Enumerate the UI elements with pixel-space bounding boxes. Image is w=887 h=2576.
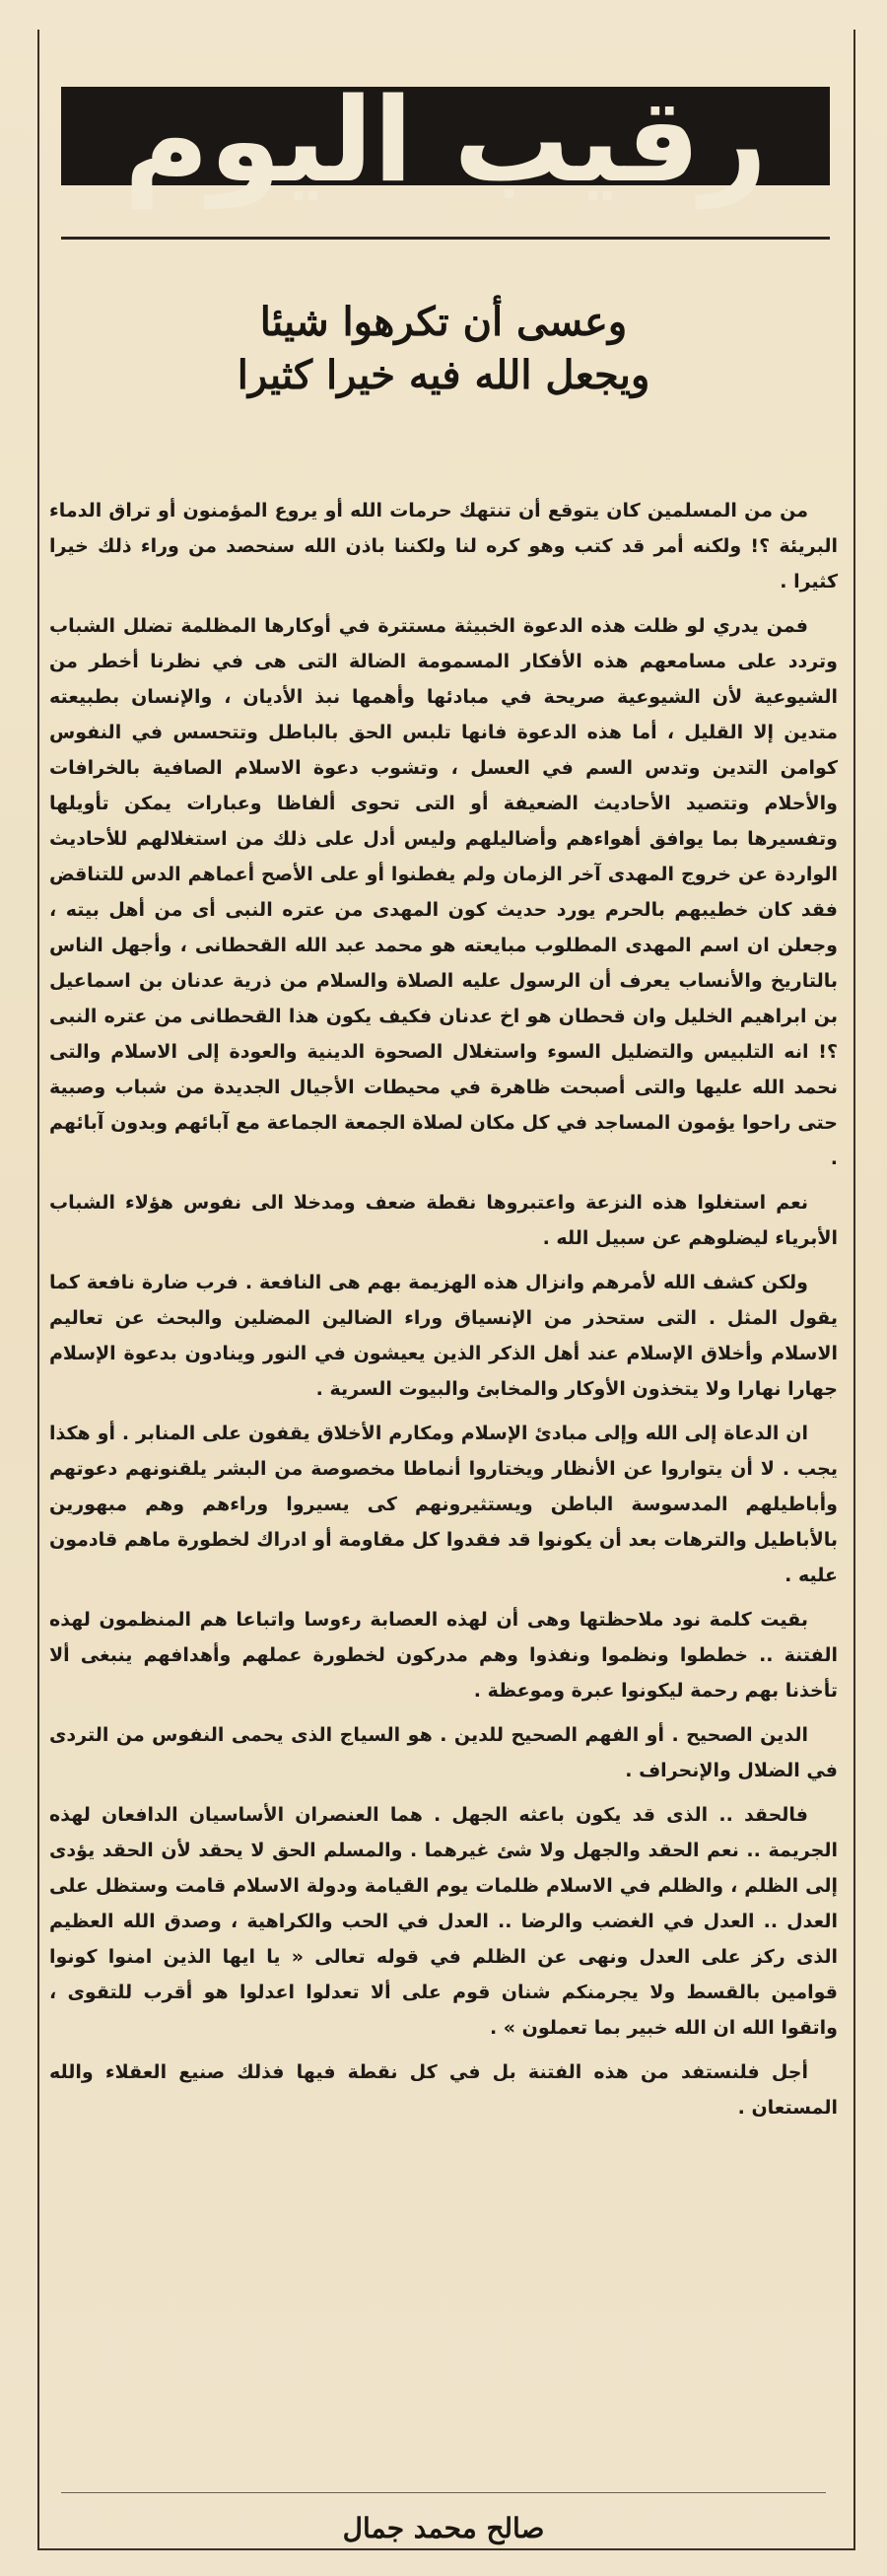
headline-line-2: ويجعل الله فيه خيرا كثيرا xyxy=(237,352,650,398)
paragraph: أجل فلنستفد من هذه الفتنة بل في كل نقطة فيها فذلك صنيع العقلاء والله المستعان . xyxy=(49,2061,838,2119)
paragraph: نعم استغلوا هذه النزعة واعتبروها نقطة ضعف ومدخلا الى نفوس هؤلاء الشباب الأبرياء ليضلوهم عن سبيل الله . xyxy=(49,1192,838,1249)
paragraph: ولكن كشف الله لأمرهم وانزال هذه الهزيمة بهم هى النافعة . فرب ضارة نافعة كما يقول المثل . التى ستحذر من الإنسياق وراء الضالين المضلين والبحث عن تعاليم الاسلام وأخلاق الإسلام عند أهل الذكر الذين يعيشون في النور وينادون بدعوة الإسلام جهارا نهارا ولا يتخذون الأوكار والمخابئ والبيوت السرية . xyxy=(49,1272,838,1400)
paragraph: بقيت كلمة نود ملاحظتها وهى أن لهذه العصابة رءوسا واتباعا هم المنظمون لهذه الفتنة .. خططوا ونظموا ونفذوا وهم مدركون لخطورة عملهم وأهدافهم ينبغى ألا تأخذنا بهم رحمة ليكونوا عبرة وموعظة . xyxy=(49,1609,838,1702)
signature-divider xyxy=(61,2492,826,2493)
headline-line-1: وعسى أن تكرهوا شيئا xyxy=(259,299,628,345)
paragraph: ان الدعاة إلى الله وإلى مبادئ الإسلام ومكارم الأخلاق يقفون على المنابر . أو هكذا يجب . لا أن يتواروا عن الأنظار ويختاروا أنماطا مخصوصة من البشر يلقنونهم دعوتهم وأباطيلهم المدسوسة الباطن ويستثيرونهم كى يسيروا وراءهم وهم مبهورين بالأباطيل والترهات بعد أن يكونوا قد فقدوا كل مقاومة أو ادراك لخطورة ماهم قادمون عليه . xyxy=(49,1423,838,1586)
paragraph: فمن يدري لو ظلت هذه الدعوة الخبيثة مستترة في أوكارها المظلمة تضلل الشباب وتردد على مسامعهم هذه الأفكار المسمومة الضالة التى هى في نظرنا أخطر من الشيوعية لأن الشيوعية صريحة في مبادئها وأهمها نبذ الأديان ، والإنسان بطبيعته متدين إلا القليل ، أما هذه الدعوة فانها تلبس الحق بالباطل وتتحسس في النفوس كوامن التدين وتدس السم في العسل ، وتشوب دعوة الاسلام الصافية بالخرافات والأحلام وتتصيد الأحاديث الضعيفة أو التى تحوى ألفاظا وعبارات يمكن تأويلها وتفسيرها بما يوافق أهواءهم وأضاليلهم وليس أدل على ذلك من استغلالهم للأحاديث الواردة عن خروج المهدى آخر الزمان ولم يفطنوا أو على الأصح أعماهم الدس للتناقض فقد كان خطيبهم بالحرم يورد حديث كون المهدى من عتره النبى أى من أهل بيته ، وجعلن ان اسم المهدى المطلوب مبايعته هو محمد عبد الله القحطانى ، وأجهل الناس بالتاريخ والأنساب يعرف أن الرسول عليه الصلاة والسلام من ذرية عدنان بن اسماعيل بن ابراهيم الخليل وان قحطان هو اخ عدنان فكيف يكون هذا القحطانى من عتره النبى ؟! انه التلبيس والتضليل السوء واستغلال الصحوة الدينية والعودة إلى الاسلام والتى نحمد الله عليها والتى أصبحت ظاهرة في محيطات الأجيال الجديدة من شباب وصبية حتى راحوا يؤمون المساجد في كل مكان لصلاة الجمعة الجماعة مع آبائهم وبدون آبائهم . xyxy=(49,615,838,1169)
column-banner xyxy=(61,43,830,244)
banner-rule xyxy=(61,237,830,240)
column-title: رقيب اليوم xyxy=(123,72,768,208)
paragraph: من من المسلمين كان يتوقع أن تنتهك حرمات الله أو يروع المؤمنون أو تراق الدماء البريئة ؟! ولكنه أمر قد كتب وهو كره لنا ولكننا باذن الله سنحصد من وراء ذلك خيرا كثيرا . xyxy=(49,500,838,592)
article-body xyxy=(49,493,838,2134)
author-signature: صالح محمد جمال xyxy=(342,2512,545,2544)
paragraph: فالحقد .. الذى قد يكون باعثه الجهل . هما العنصران الأساسيان الدافعان لهذه الجريمة .. نعم الحقد والجهل ولا شئ غيرهما . والمسلم الحق لا يحقد لأن الحقد يؤدى إلى الظلم ، والظلم في الاسلام ظلمات يوم القيامة ودولة الاسلام قامت وستظل على العدل .. العدل في الغضب والرضا .. العدل في الحب والكراهية ، وصدق الله العظيم الذى ركز على العدل ونهى عن الظلم في قوله تعالى « يا ايها الذين امنوا كونوا قوامين بالقسط ولا يجرمنكم شنان قوم على ألا تعدلوا اعدلوا هو أقرب للتقوى ، واتقوا الله ان الله خبير بما تعملون » . xyxy=(49,1804,838,2039)
paragraph: الدين الصحيح . أو الفهم الصحيح للدين . هو السياج الذى يحمى النفوس من التردى في الضلال والإنحراف . xyxy=(49,1724,838,1781)
article-headline xyxy=(59,296,828,402)
